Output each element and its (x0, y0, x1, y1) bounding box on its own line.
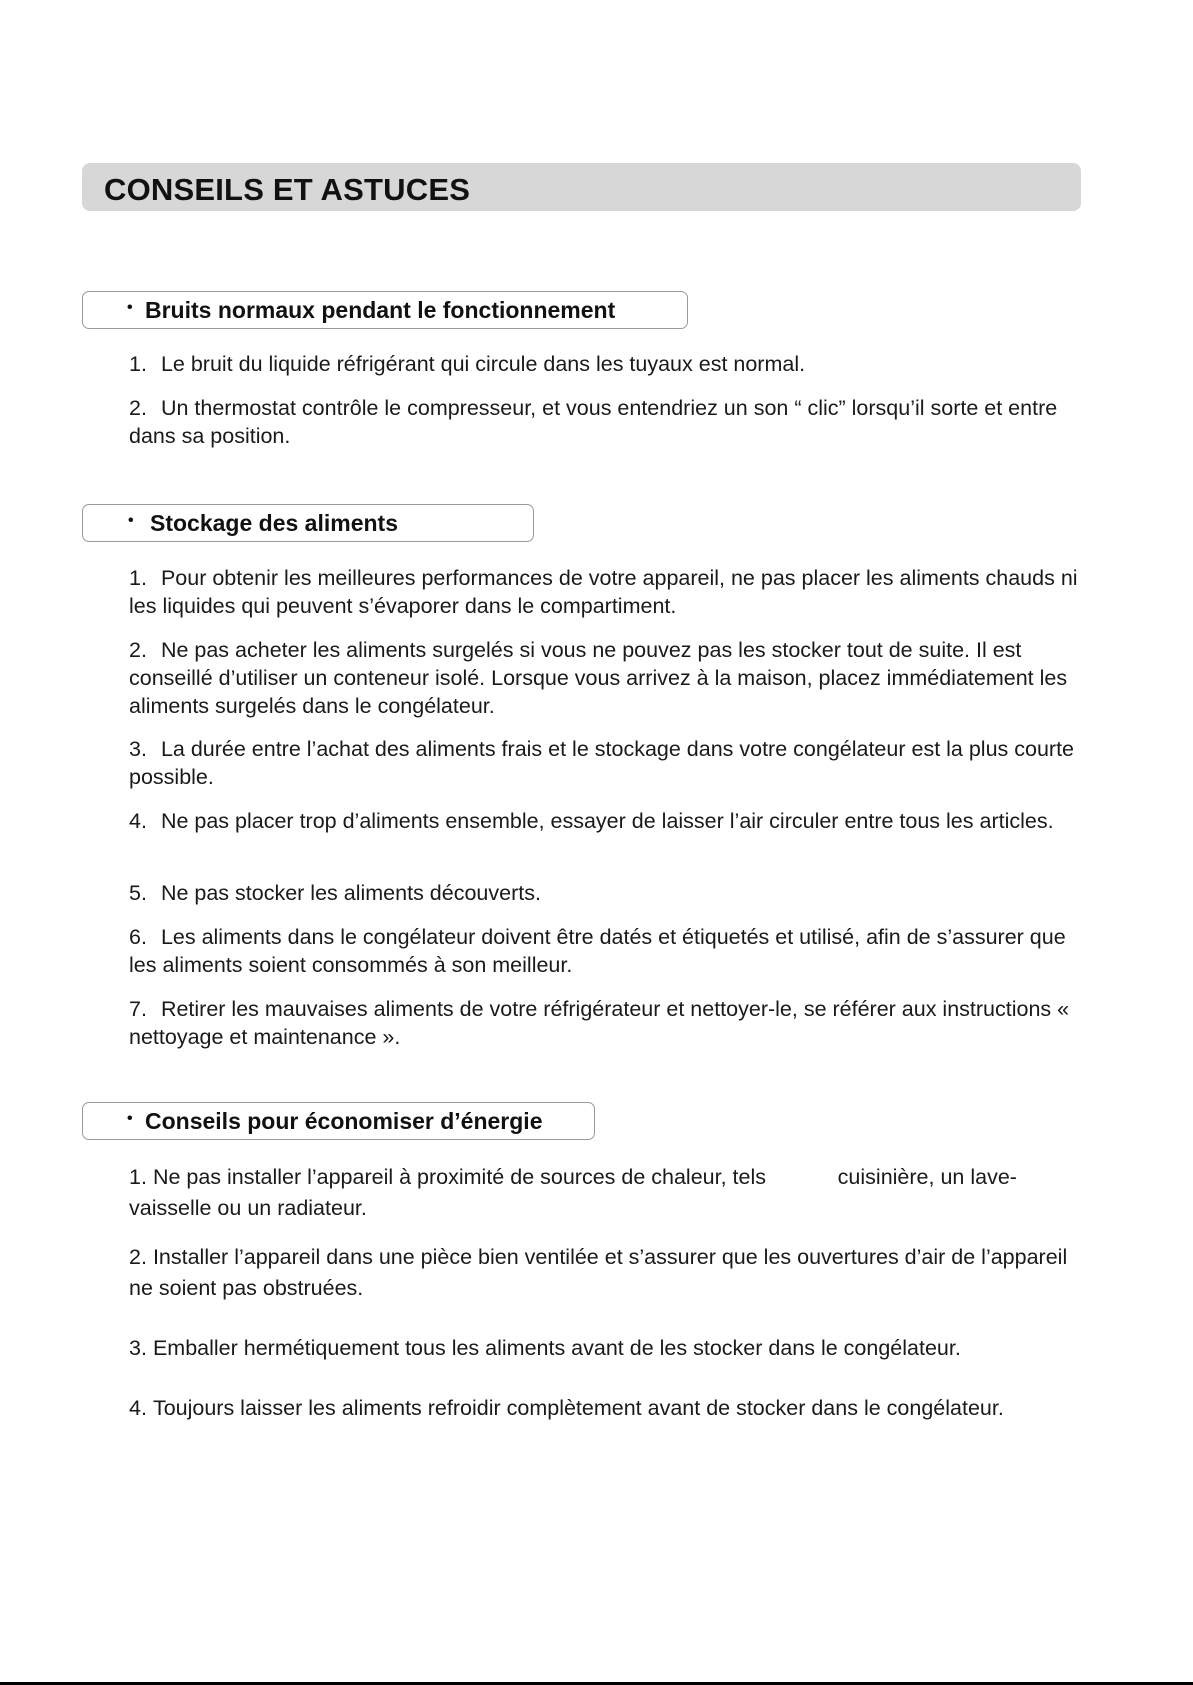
section-heading-noises (82, 291, 688, 329)
item-number: 3. (129, 1336, 147, 1360)
item-number: 2. (129, 1245, 147, 1269)
item-number: 7. (129, 997, 147, 1021)
list-item (129, 394, 1089, 450)
section-heading-label: Stockage des aliments (150, 510, 398, 536)
item-text: Les aliments dans le congélateur doivent être datés et étiquetés et utilisé, afin de s’assurer que les aliments soient consommés à son meilleur. (129, 925, 1066, 977)
list-item (129, 1242, 1089, 1304)
item-text: Ne pas acheter les aliments surgelés si vous ne pouvez pas les stocker tout de suite. Il est conseillé d’utiliser un conteneur isolé. Lorsque vous arrivez à la maison, placez immédiatement les aliments surgelés dans le congélateur. (129, 638, 1068, 718)
item-number: 4. (129, 809, 147, 833)
section-heading-food-storage (82, 504, 534, 542)
list-item (129, 807, 1089, 835)
list-item (129, 995, 1089, 1051)
item-number: 1. (129, 352, 147, 376)
bullet-icon: • (127, 1110, 133, 1127)
list-item (129, 564, 1089, 620)
page-title: CONSEILS ET ASTUCES (104, 172, 471, 207)
item-number: 1. (129, 566, 147, 590)
item-text: Pour obtenir les meilleures performances de votre appareil, ne pas placer les aliments chauds ni les liquides qui peuvent s’évaporer dans le compartiment. (129, 566, 1078, 618)
item-number: 3. (129, 737, 147, 761)
item-number: 2. (129, 396, 147, 420)
item-text: Retirer les mauvaises aliments de votre réfrigérateur et nettoyer-le, se référer aux instructions « nettoyage et maintenance ». (129, 997, 1070, 1049)
item-text: Installer l’appareil dans une pièce bien ventilée et s’assurer que les ouvertures d’air de l’appareil ne soient pas obstruées. (129, 1245, 1068, 1300)
item-number: 4. (129, 1396, 147, 1420)
bullet-icon: • (127, 299, 133, 316)
section-heading-label: Conseils pour économiser d’énergie (145, 1108, 543, 1134)
item-number: 5. (129, 881, 147, 905)
list-item (129, 879, 1089, 907)
item-text: Ne pas placer trop d’aliments ensemble, essayer de laisser l’air circuler entre tous les articles. (160, 809, 1054, 833)
section-heading-energy-saving (82, 1102, 595, 1140)
list-item (129, 350, 1089, 378)
item-text: Ne pas installer l’appareil à proximité de sources de chaleur, tels cuisinière, un lave-vaisselle ou un radiateur. (129, 1165, 1017, 1220)
list-item (129, 1162, 1044, 1224)
item-text: La durée entre l’achat des aliments frais et le stockage dans votre congélateur est la plus courte possible. (129, 737, 1075, 789)
list-item (129, 735, 1089, 791)
item-text: Un thermostat contrôle le compresseur, et vous entendriez un son “ clic” lorsqu’il sorte et entre dans sa position. (129, 396, 1058, 448)
item-text: Emballer hermétiquement tous les aliments avant de les stocker dans le congélateur. (152, 1336, 961, 1360)
section-heading-label: Bruits normaux pendant le fonctionnement (145, 297, 616, 323)
item-text: Le bruit du liquide réfrigérant qui circule dans les tuyaux est normal. (160, 352, 806, 376)
item-number: 6. (129, 925, 147, 949)
page-title-bar (82, 163, 1081, 211)
list-item (129, 1333, 1089, 1364)
list-item (129, 923, 1089, 979)
item-text: Toujours laisser les aliments refroidir complètement avant de stocker dans le congélateur. (152, 1396, 1004, 1420)
item-number: 2. (129, 638, 147, 662)
bullet-icon: • (128, 512, 134, 529)
item-number: 1. (129, 1165, 147, 1189)
list-item (129, 636, 1089, 720)
item-text: Ne pas stocker les aliments découverts. (160, 881, 541, 905)
list-item (129, 1393, 1009, 1424)
